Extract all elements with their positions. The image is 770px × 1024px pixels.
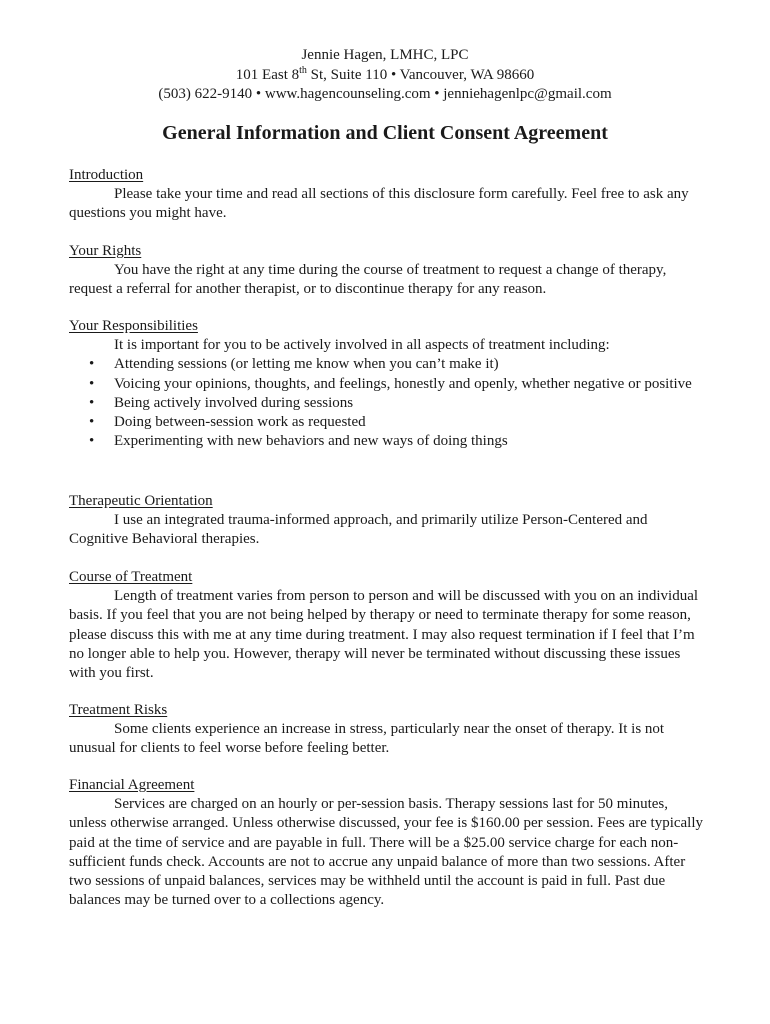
bullet-icon: •	[89, 356, 95, 373]
bullet-icon: •	[89, 433, 95, 450]
section-body: You have the right at any time during the course of treatment to request a change of therapy, request a referral for another therapist, or to discontinue therapy for any reason.	[69, 262, 667, 298]
section-your-responsibilities	[69, 317, 709, 451]
address-street-number: 101 East 8	[235, 66, 300, 83]
list-item-text: Being actively involved during sessions	[114, 394, 354, 411]
section-course-of-treatment	[69, 568, 709, 683]
section-body: It is important for you to be actively involved in all aspects of treatment including:	[114, 337, 610, 354]
section-heading: Course of Treatment	[69, 569, 193, 585]
section-body: Please take your time and read all sections of this disclosure form carefully. Feel free to ask any questions you might have.	[69, 186, 689, 222]
bullet-icon: •	[89, 414, 95, 431]
letterhead	[0, 46, 770, 105]
section-treatment-risks	[69, 701, 709, 759]
address-rest: St, Suite 110 • Vancouver, WA 98660	[306, 66, 535, 83]
list-item-text: Attending sessions (or letting me know when you can’t make it)	[114, 356, 499, 373]
list-item-text: Experimenting with new behaviors and new ways of doing things	[114, 433, 508, 450]
section-heading: Your Rights	[69, 243, 142, 259]
practice-address	[0, 66, 770, 86]
document-title: General Information and Client Consent Agreement	[162, 122, 608, 144]
section-heading: Your Responsibilities	[69, 318, 198, 334]
list-item	[69, 375, 709, 394]
section-therapeutic-orientation	[69, 492, 709, 550]
responsibilities-list	[69, 355, 709, 451]
section-your-rights	[69, 242, 709, 300]
bullet-icon: •	[89, 375, 95, 392]
list-item	[69, 355, 709, 374]
list-item-text: Voicing your opinions, thoughts, and feelings, honestly and openly, whether negative or positive	[114, 375, 692, 392]
section-heading: Introduction	[69, 167, 144, 183]
contact-line: (503) 622-9140 • www.hagencounseling.com • jenniehagenlpc@gmail.com	[158, 86, 612, 102]
section-body: Some clients experience an increase in stress, particularly near the onset of therapy. It is not unusual for clients to feel worse before feeling better.	[69, 721, 665, 757]
practitioner-name: Jennie Hagen, LMHC, LPC	[301, 47, 469, 63]
section-introduction	[69, 166, 709, 224]
section-heading: Therapeutic Orientation	[69, 493, 213, 509]
list-item	[69, 413, 709, 432]
bullet-icon: •	[89, 394, 95, 411]
section-body: Length of treatment varies from person to person and will be discussed with you on an individual basis. If you feel that you are not being helped by therapy or need to terminate therapy for some reason, please discuss this with me at any time during treatment. I may also request termination if I feel that I’m no longer able to help you. However, therapy will never be terminated without discussing these issues with you first.	[69, 588, 699, 682]
section-heading: Financial Agreement	[69, 777, 195, 793]
section-heading: Treatment Risks	[69, 702, 168, 718]
section-financial-agreement	[69, 776, 709, 910]
address-ordinal-suffix: th	[299, 64, 307, 76]
section-body: Services are charged on an hourly or per-session basis. Therapy sessions last for 50 minutes, unless otherwise arranged. Unless otherwise discussed, your fee is $160.00 per session. Fees are typically paid at the time of service and are payable in full. There will be a $25.00 service charge for each non-sufficient funds check. Accounts are not to accrue any unpaid balance of more than two sessions. After two sessions of unpaid balances, services may be withheld until the account is paid in full. Past due balances may be turned over to a collections agency.	[69, 796, 704, 909]
section-body: I use an integrated trauma-informed approach, and primarily utilize Person-Centered and Cognitive Behavioral therapies.	[69, 512, 648, 548]
list-item	[69, 394, 709, 413]
list-item	[69, 432, 709, 451]
list-item-text: Doing between-session work as requested	[114, 414, 366, 431]
